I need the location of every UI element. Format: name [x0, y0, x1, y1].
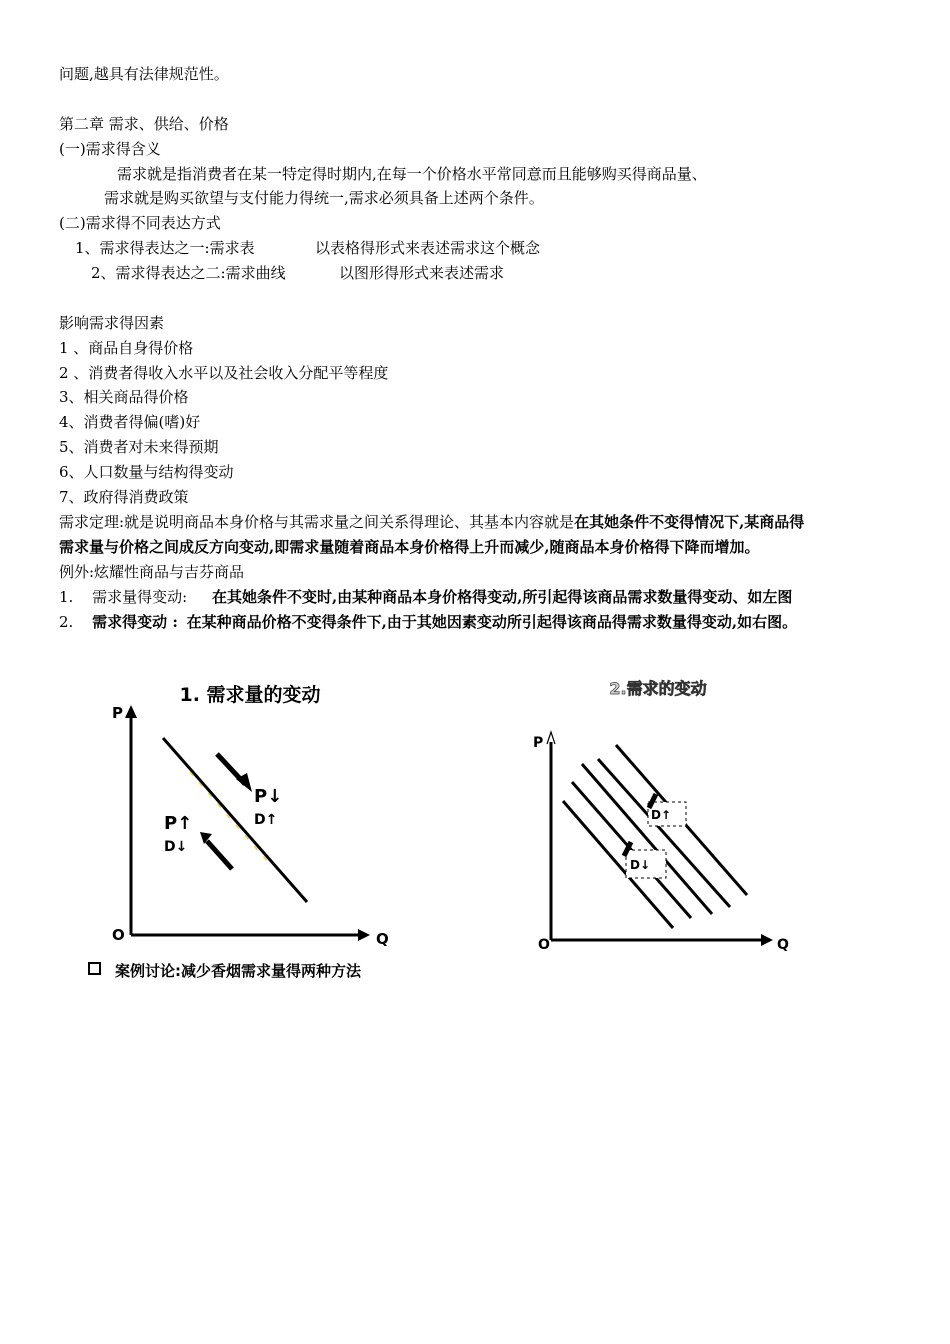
- figure-title: 1. 需求量的变动: [179, 684, 321, 706]
- section-heading: 影响需求得因素: [59, 314, 165, 332]
- y-axis-label: P: [112, 704, 123, 722]
- demand-curve: [582, 764, 712, 914]
- list-item: 1 、商品自身得价格: [59, 339, 194, 357]
- checkbox-square-icon: [88, 962, 101, 975]
- list-item: 5、消费者对未来得预期: [59, 438, 219, 456]
- list-item: 4、消费者得偏(嗜)好: [59, 413, 201, 431]
- arrow-up-icon: [207, 841, 232, 869]
- price-up-label: P↑: [164, 813, 193, 834]
- x-axis-arrow-icon: [761, 934, 773, 946]
- text-line: 需求就是指消费者在某一特定得时期内,在每一个价格水平常同意而且能够购买得商品量、: [117, 165, 707, 183]
- text-line: 需求就是购买欲望与支付能力得统一,需求必须具备上述两个条件。: [104, 189, 544, 207]
- x-axis-label: Q: [376, 930, 389, 948]
- demand-down-label: D↓: [164, 839, 188, 855]
- law-text: 需求定理:就是说明商品本身价格与其需求量之间关系得理论、其基本内容就是: [59, 513, 575, 531]
- item-label: 需求量得变动:: [92, 588, 188, 606]
- item-number: 1.: [59, 588, 74, 606]
- list-item: 2 、消费者得收入水平以及社会收入分配平等程度: [59, 364, 389, 382]
- figure-title: 2.需求的变动: [609, 679, 707, 698]
- text-line: 以图形得形式来表述需求: [339, 264, 505, 282]
- law-bold-cont: 需求量与价格之间成反方向变动,即需求量随着商品本身价格得上升而减少,随商品本身价格得下降而增加。: [59, 538, 760, 556]
- x-axis-arrow-icon: [358, 929, 370, 941]
- case-discussion: [88, 960, 361, 982]
- law-bold: 在其她条件不变得情况下,某商品得: [574, 513, 805, 531]
- demand-up-label: D↑: [254, 812, 278, 828]
- figure-demand-shift: [520, 670, 820, 960]
- numbered-item: [59, 586, 792, 608]
- origin-label: O: [112, 926, 125, 944]
- list-item: 6、人口数量与结构得变动: [59, 463, 234, 481]
- y-axis-label: P: [533, 735, 544, 751]
- text-line: 例外:炫耀性商品与吉芬商品: [59, 563, 245, 581]
- figure-quantity-demanded-change: [100, 670, 420, 960]
- text-line: 以表格得形式来表述需求这个概念: [315, 239, 541, 257]
- text-line: 2、需求得表达之二:需求曲线: [91, 264, 286, 282]
- x-axis-label: Q: [777, 937, 789, 953]
- demand-up-label: D↑: [651, 808, 672, 822]
- item-text: 在某种商品价格不变得条件下,由于其她因素变动所引起得该商品得需求数量得变动,如右图。: [186, 613, 798, 631]
- item-text: 在其她条件不变时,由某种商品本身价格得变动,所引起得该商品需求数量得变动、如左图: [211, 588, 793, 606]
- text-line: 1、需求得表达之一:需求表: [75, 239, 255, 257]
- list-item: 3、相关商品得价格: [59, 388, 189, 406]
- chapter-title: 第二章 需求、供给、价格: [59, 115, 229, 133]
- demand-down-label: D↓: [630, 858, 651, 872]
- item-number: 2.: [59, 613, 74, 631]
- law-paragraph: [59, 511, 804, 533]
- price-down-label: P↓: [254, 786, 283, 807]
- item-label: 需求得变动 :: [92, 613, 178, 631]
- case-text: 案例讨论:减少香烟需求量得两种方法: [115, 962, 362, 980]
- section-heading: (一)需求得含义: [59, 140, 161, 158]
- section-heading: (二)需求得不同表达方式: [59, 214, 221, 232]
- numbered-item: [59, 611, 797, 633]
- y-axis-arrow-icon: [125, 705, 137, 718]
- text-line: 问题,越具有法律规范性。: [59, 65, 229, 83]
- list-item: 7、政府得消费政策: [59, 488, 189, 506]
- origin-label: O: [538, 937, 550, 953]
